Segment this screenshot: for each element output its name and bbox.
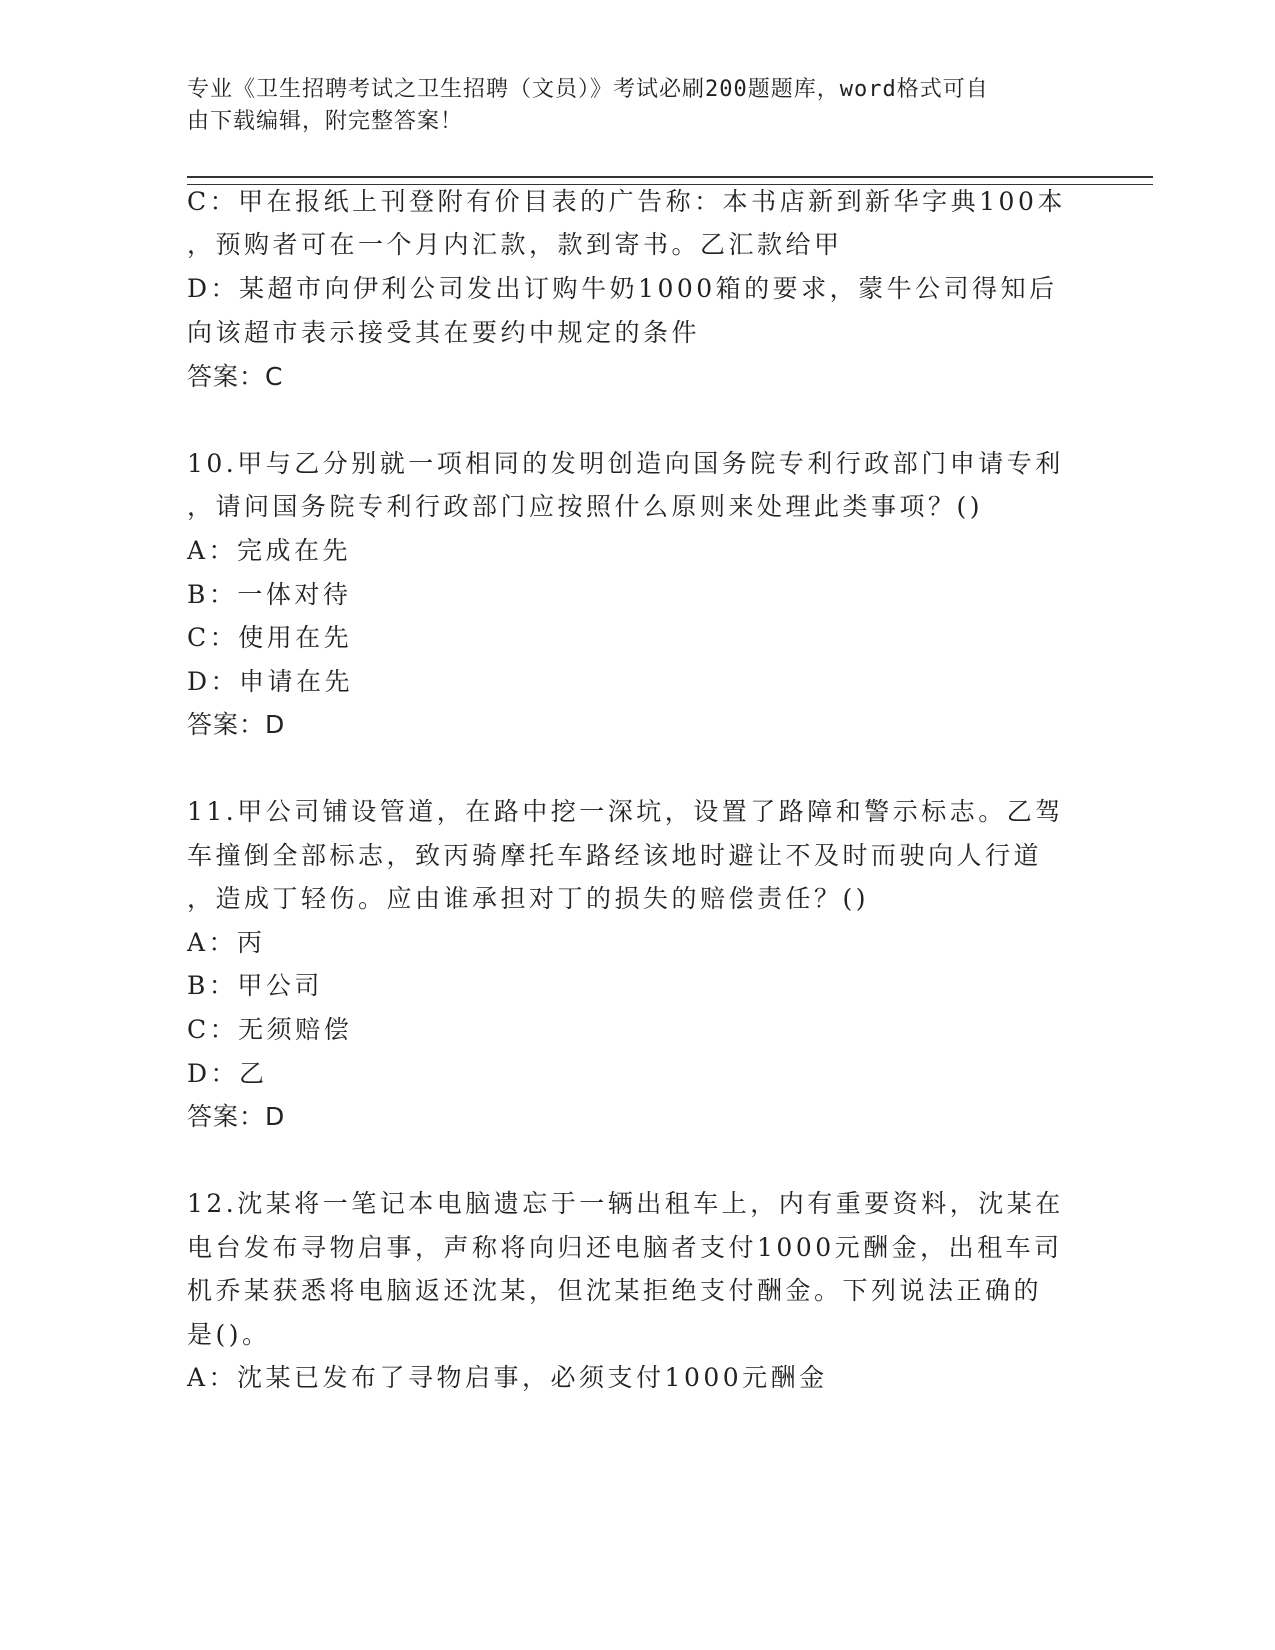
q9-option-c-line-1: C：甲在报纸上刊登附有价目表的广告称：本书店新到新华字典100本 — [187, 187, 1066, 216]
q11-stem-line-3: ，造成丁轻伤。应由谁承担对丁的损失的赔偿责任？() — [187, 884, 870, 913]
q10-option-c: C：使用在先 — [187, 623, 353, 652]
q11-stem-line-2: 车撞倒全部标志，致丙骑摩托车路经该地时避让不及时而驶向人行道 — [187, 841, 1043, 870]
q9-option-c-line-2: ，预购者可在一个月内汇款，款到寄书。乙汇款给甲 — [187, 230, 843, 259]
q12-stem-line-2: 电台发布寻物启事，声称将向归还电脑者支付1000元酬金，出租车司 — [187, 1233, 1063, 1262]
q12-option-a: A：沈某已发布了寻物启事，必须支付1000元酬金 — [187, 1363, 828, 1392]
q9-option-d-line-2: 向该超市表示接受其在要约中规定的条件 — [187, 318, 701, 347]
header-title-line-2: 由下载编辑，附完整答案！ — [187, 109, 464, 134]
q12-stem-line-4: 是()。 — [187, 1320, 271, 1349]
q10-stem-line-1: 10.甲与乙分别就一项相同的发明创造向国务院专利行政部门申请专利 — [187, 449, 1064, 478]
q9-answer: 答案：C — [187, 362, 284, 391]
q11-stem-line-1: 11.甲公司铺设管道，在路中挖一深坑，设置了路障和警示标志。乙驾 — [187, 797, 1064, 826]
document-header — [187, 74, 1067, 138]
header-divider — [187, 176, 1153, 185]
header-title-line-1: 专业《卫生招聘考试之卫生招聘（文员）》考试必刷200题题库，word格式可自 — [187, 77, 989, 102]
q12-stem-line-1: 12.沈某将一笔记本电脑遗忘于一辆出租车上，内有重要资料，沈某在 — [187, 1189, 1064, 1218]
q10-option-a: A：完成在先 — [187, 536, 352, 565]
q11-option-d: D：乙 — [187, 1059, 268, 1088]
q10-stem-line-2: ，请问国务院专利行政部门应按照什么原则来处理此类事项？() — [187, 492, 984, 521]
q11-option-a: A：丙 — [187, 928, 266, 957]
q10-answer: 答案：D — [187, 710, 286, 739]
q11-option-b: B：甲公司 — [187, 971, 323, 1000]
q9-option-d-line-1: D：某超市向伊利公司发出订购牛奶1000箱的要求，蒙牛公司得知后 — [187, 274, 1058, 303]
q11-option-c: C：无须赔偿 — [187, 1015, 353, 1044]
q10-option-b: B：一体对待 — [187, 580, 352, 609]
q11-answer: 答案：D — [187, 1102, 286, 1131]
q10-option-d: D：申请在先 — [187, 667, 354, 696]
q12-stem-line-3: 机乔某获悉将电脑返还沈某，但沈某拒绝支付酬金。下列说法正确的 — [187, 1276, 1043, 1305]
